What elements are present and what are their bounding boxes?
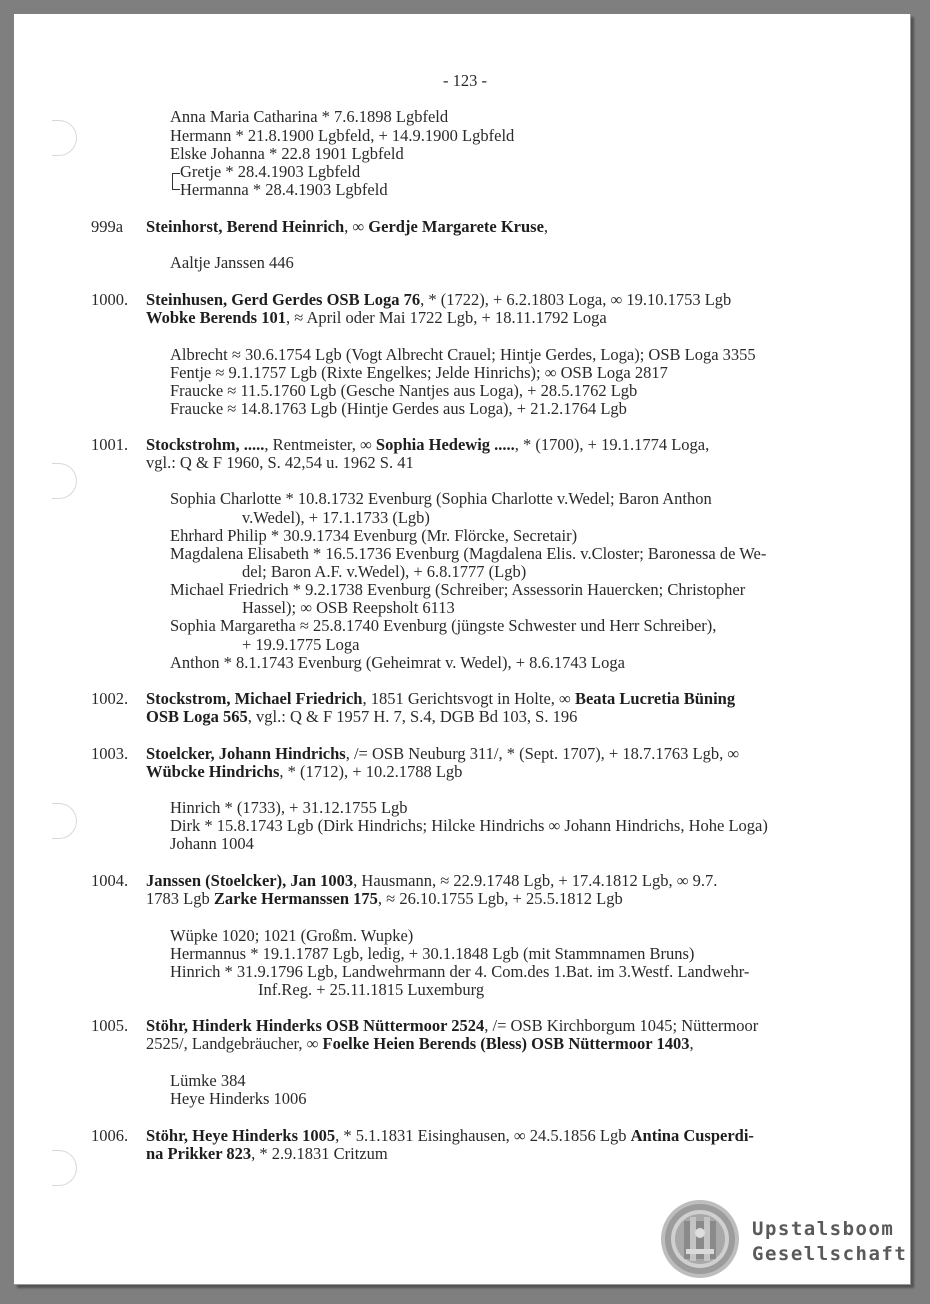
text-segment: , ≈ 26.10.1755 Lgb, + 25.5.1812 Lgb (377, 889, 623, 908)
entry-number: 1002. (91, 689, 129, 708)
entry-line (146, 454, 414, 472)
text-segment: , * 2.9.1831 Critzum (251, 1144, 388, 1163)
text-segment: Hermanna * 28.4.1903 Lgbfeld (180, 180, 388, 199)
text-segment: , /= OSB Neuburg 311/, * (Sept. 1707), + 18.7.1763 Lgb, ∞ (345, 744, 740, 763)
text-segment: Hinrich * 31.9.1796 Lgb, Landwehrmann der 4. Com.des 1.Bat. im 3.Westf. Landwehr- (170, 962, 750, 981)
entry-number: 1004. (91, 871, 129, 890)
entry-line (170, 527, 577, 545)
entry-line (170, 1072, 246, 1090)
entry-line (170, 835, 254, 853)
text-segment: Michael Friedrich * 9.2.1738 Evenburg (Schreiber; Assessorin Hauercken; Christopher (170, 580, 746, 599)
entry-line (170, 545, 766, 563)
entry-line (170, 400, 627, 418)
text-segment: , ≈ April oder Mai 1722 Lgb, + 18.11.1792 Loga (285, 308, 607, 327)
text-segment: , Hausmann, ≈ 22.9.1748 Lgb, + 17.4.1812 Lgb, ∞ 9.7. (353, 871, 718, 890)
entry-line (146, 690, 735, 708)
entry-line (170, 927, 413, 945)
bold-name-segment: Foelke Heien Berends (Bless) OSB Nüttermoor 1403 (322, 1034, 690, 1053)
text-segment: , * (1722), + 6.2.1803 Loga, ∞ 19.10.1753 Lgb (420, 290, 732, 309)
entry-line (170, 617, 716, 635)
text-segment: Dirk * 15.8.1743 Lgb (Dirk Hindrichs; Hilcke Hindrichs ∞ Johann Hindrichs, Hohe Loga) (170, 816, 768, 835)
text-segment: , * (1700), + 19.1.1774 Loga, (514, 435, 710, 454)
entry-number: 1005. (91, 1016, 129, 1035)
text-segment: , 1851 Gerichtsvogt in Holte, ∞ (362, 689, 575, 708)
entry-line (170, 1090, 307, 1108)
text-segment: Albrecht ≈ 30.6.1754 Lgb (Vogt Albrecht Crauel; Hintje Gerdes, Loga); OSB Loga 3355 (170, 345, 756, 364)
text-segment: Ehrhard Philip * 30.9.1734 Evenburg (Mr. Flörcke, Secretair) (170, 526, 578, 545)
text-segment: Fentje ≈ 9.1.1757 Lgb (Rixte Engelkes; Jelde Hinrichs); ∞ OSB Loga 2817 (170, 363, 668, 382)
bold-name-segment: Stoelcker, Johann Hindrichs (146, 744, 346, 763)
text-segment: , /= OSB Kirchborgum 1045; Nüttermoor (484, 1016, 759, 1035)
entry-line (242, 599, 455, 617)
text-segment: Hassel); ∞ OSB Reepsholt 6113 (242, 598, 455, 617)
upstalsboom-seal-icon (660, 1199, 740, 1279)
bold-name-segment: Stöhr, Hinderk Hinderks OSB Nüttermoor 2524 (146, 1016, 485, 1035)
text-segment: Hermannus * 19.1.1787 Lgb, ledig, + 30.1.1848 Lgb (mit Stammnamen Bruns) (170, 944, 695, 963)
entry-number: 999a (91, 217, 124, 236)
bold-name-segment: OSB Loga 565 (146, 707, 248, 726)
text-segment: 2525/, Landgebräucher, ∞ (146, 1034, 323, 1053)
text-segment: Fraucke ≈ 11.5.1760 Lgb (Gesche Nantjes aus Loga), + 28.5.1762 Lgb (170, 381, 638, 400)
document-page (14, 14, 911, 1285)
text-segment: v.Wedel), + 17.1.1733 (Lgb) (242, 508, 430, 527)
bold-name-segment: Gerdje Margarete Kruse (368, 217, 544, 236)
text-segment: Inf.Reg. + 25.11.1815 Luxemburg (258, 980, 485, 999)
bold-name-segment: Sophia Hedewig ..... (375, 435, 515, 454)
entry-line (146, 872, 717, 890)
bold-name-segment: Stockstrohm, ..... (146, 435, 265, 454)
bold-name-segment: Steinhusen, Gerd Gerdes OSB Loga 76 (146, 290, 421, 309)
entry-line (146, 218, 548, 236)
bold-name-segment: Wübcke Hindrichs (146, 762, 280, 781)
text-segment: , * (1712), + 10.2.1788 Lgb (279, 762, 463, 781)
text-segment: Lümke 384 (170, 1071, 246, 1090)
entry-line (242, 509, 430, 527)
text-segment: Aaltje Janssen 446 (170, 253, 294, 272)
entry-line (170, 945, 694, 963)
entry-line (146, 1145, 388, 1163)
text-segment: Hinrich * (1733), + 31.12.1755 Lgb (170, 798, 408, 817)
bold-name-segment: Steinhorst, Berend Heinrich (146, 217, 345, 236)
text-segment: Hermann * 21.8.1900 Lgbfeld, + 14.9.1900 Lgbfeld (170, 126, 515, 145)
entry-line (170, 799, 408, 817)
bold-name-segment: Wobke Berends 101 (146, 308, 286, 327)
text-segment: vgl.: Q & F 1960, S. 42,54 u. 1962 S. 41 (146, 453, 414, 472)
entry-line (170, 364, 668, 382)
entry-number: 1003. (91, 744, 129, 763)
text-segment: , * 5.1.1831 Eisinghausen, ∞ 24.5.1856 Lgb (335, 1126, 631, 1145)
entry-line (170, 127, 514, 145)
entry-line (146, 745, 739, 763)
bold-name-segment: Janssen (Stoelcker), Jan 1003 (146, 871, 354, 890)
text-segment: Sophia Charlotte * 10.8.1732 Evenburg (Sophia Charlotte v.Wedel; Baron Anthon (170, 489, 712, 508)
bold-name-segment: na Prikker 823 (146, 1144, 252, 1163)
text-segment: Johann 1004 (170, 834, 254, 853)
text-segment: Sophia Margaretha ≈ 25.8.1740 Evenburg (jüngste Schwester und Herr Schreiber), (170, 616, 717, 635)
text-segment: Anthon * 8.1.1743 Evenburg (Geheimrat v. Wedel), + 8.6.1743 Loga (170, 653, 625, 672)
entry-line (146, 763, 462, 781)
bold-name-segment: Zarke Hermanssen 175 (213, 889, 378, 908)
entry-line (170, 817, 768, 835)
text-segment: , ∞ (344, 217, 369, 236)
entry-line (170, 963, 749, 981)
text-segment: Magdalena Elisabeth * 16.5.1736 Evenburg (Magdalena Elis. v.Closter; Baronessa de We- (170, 544, 767, 563)
entry-line (146, 1035, 694, 1053)
entry-line (242, 636, 359, 654)
bold-name-segment: Beata Lucretia Büning (574, 689, 736, 708)
entry-line (146, 291, 731, 309)
text-segment: Wüpke 1020; 1021 (Großm. Wupke) (170, 926, 414, 945)
entry-line (170, 145, 404, 163)
text-segment: del; Baron A.F. v.Wedel), + 6.8.1777 (Lgb) (242, 562, 527, 581)
entry-line (170, 581, 745, 599)
logo-line1: Upstalsboom (752, 1218, 895, 1240)
bold-name-segment: Stockstrom, Michael Friedrich (146, 689, 363, 708)
text-segment: Anna Maria Catharina * 7.6.1898 Lgbfeld (170, 107, 449, 126)
entry-line (146, 890, 623, 908)
entry-line (146, 1017, 758, 1035)
entry-line (146, 436, 709, 454)
text-segment: Heye Hinderks 1006 (170, 1089, 307, 1108)
entry-line (170, 490, 712, 508)
entry-line (180, 163, 360, 181)
twin-bracket-bottom (172, 176, 180, 190)
text-segment: , (543, 217, 549, 236)
logo-line2: Gesellschaft (752, 1243, 908, 1265)
entry-line (170, 654, 625, 672)
entry-number: 1006. (91, 1126, 129, 1145)
text-segment: 1783 Lgb (146, 889, 214, 908)
text-segment: , (689, 1034, 694, 1053)
entry-number: 1000. (91, 290, 129, 309)
entry-line (170, 108, 448, 126)
bold-name-segment: Stöhr, Heye Hinderks 1005 (146, 1126, 336, 1145)
text-segment: , Rentmeister, ∞ (264, 435, 376, 454)
text-segment: Elske Johanna * 22.8 1901 Lgbfeld (170, 144, 404, 163)
entry-line (146, 708, 577, 726)
entry-line (258, 981, 484, 999)
entry-number: 1001. (91, 435, 129, 454)
text-segment: + 19.9.1775 Loga (242, 635, 360, 654)
entry-line (170, 382, 637, 400)
entry-line (242, 563, 526, 581)
text-segment: Fraucke ≈ 14.8.1763 Lgb (Hintje Gerdes aus Loga), + 21.2.1764 Lgb (170, 399, 627, 418)
entry-line (170, 254, 294, 272)
text-segment: , vgl.: Q & F 1957 H. 7, S.4, DGB Bd 103, S. 196 (247, 707, 578, 726)
bold-name-segment: Antina Cusperdi- (630, 1126, 754, 1145)
entry-line (170, 346, 756, 364)
entry-line (180, 181, 388, 199)
page-number: - 123 - (443, 71, 487, 90)
entry-line (146, 309, 607, 327)
entry-line (146, 1127, 754, 1145)
text-segment: Gretje * 28.4.1903 Lgbfeld (180, 162, 361, 181)
